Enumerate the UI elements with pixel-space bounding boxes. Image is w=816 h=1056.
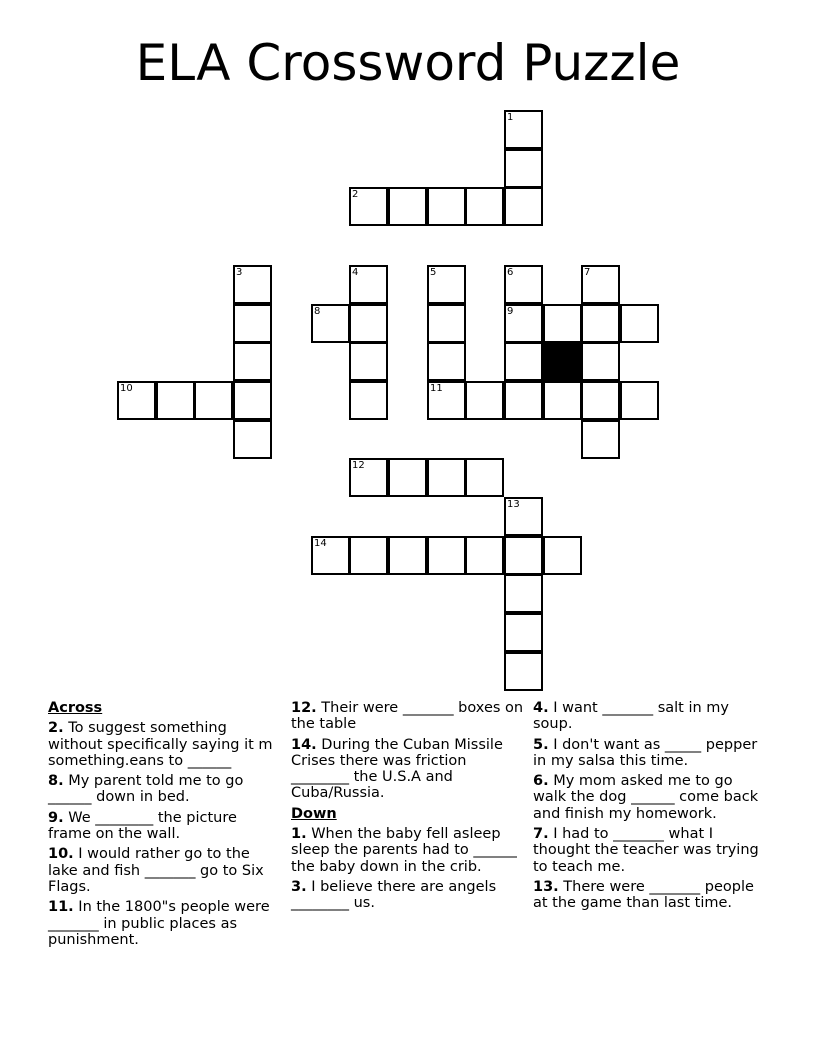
down-heading: Down xyxy=(291,805,337,822)
grid-cell[interactable] xyxy=(504,381,543,420)
grid-cell[interactable] xyxy=(427,536,466,575)
grid-cell[interactable] xyxy=(349,187,388,226)
grid-cell[interactable] xyxy=(543,536,582,575)
grid-cell[interactable] xyxy=(504,652,543,691)
grid-cell[interactable] xyxy=(465,536,504,575)
grid-cell[interactable] xyxy=(388,458,427,497)
page-title: ELA Crossword Puzzle xyxy=(135,34,681,92)
grid-cell[interactable] xyxy=(311,536,350,575)
grid-cell[interactable] xyxy=(427,381,466,420)
grid-cell[interactable] xyxy=(504,304,543,343)
clue-across-9: 9. We ________ the picture frame on the wall. xyxy=(48,809,237,843)
grid-cell[interactable] xyxy=(465,187,504,226)
clue-down-4: 4. I want _______ salt in my soup. xyxy=(533,700,729,733)
cell-number: 3 xyxy=(236,267,243,278)
grid-cell[interactable] xyxy=(504,110,543,149)
clue-down-13: 13. There were _______ people at the game than last time. xyxy=(533,878,754,912)
grid-cell[interactable] xyxy=(388,187,427,226)
clue-across-11: 11. In the 1800"s people were _______ in public places as punishment. xyxy=(48,899,270,948)
cell-number: 11 xyxy=(430,383,443,394)
grid-cell[interactable] xyxy=(349,458,388,497)
cell-number: 12 xyxy=(352,460,365,471)
grid-cell[interactable] xyxy=(233,381,272,420)
clues-column-2 xyxy=(291,700,527,916)
grid-cell[interactable] xyxy=(311,304,350,343)
cell-number: 13 xyxy=(507,499,520,510)
cell-number: 2 xyxy=(352,189,359,200)
grid-cell[interactable] xyxy=(117,381,156,420)
grid-cell[interactable] xyxy=(427,304,466,343)
grid-cell[interactable] xyxy=(543,304,582,343)
clues-column-3 xyxy=(533,700,769,916)
black-square xyxy=(543,342,582,381)
grid-cell[interactable] xyxy=(349,304,388,343)
grid-cell[interactable] xyxy=(504,497,543,536)
clue-down-6: 6. My mom asked me to go walk the dog ______ come back and finish my homework. xyxy=(533,773,759,822)
grid-cell[interactable] xyxy=(388,536,427,575)
clue-across-14: 14. During the Cuban Missile Crises there was friction ________ the U.S.A and Cuba/Russia. xyxy=(291,736,503,802)
grid-cell[interactable] xyxy=(504,265,543,304)
cell-number: 5 xyxy=(430,267,437,278)
grid-cell[interactable] xyxy=(504,574,543,613)
grid-cell[interactable] xyxy=(156,381,195,420)
grid-cell[interactable] xyxy=(543,381,582,420)
grid-cell[interactable] xyxy=(581,265,620,304)
grid-cell[interactable] xyxy=(349,536,388,575)
grid-cell[interactable] xyxy=(427,265,466,304)
grid-cell[interactable] xyxy=(620,304,659,343)
grid-cell[interactable] xyxy=(620,381,659,420)
grid-cell[interactable] xyxy=(504,342,543,381)
clue-down-7: 7. I had to _______ what I thought the teacher was trying to teach me. xyxy=(533,826,759,875)
clue-across-10: 10. I would rather go to the lake and fish _______ go to Six Flags. xyxy=(48,846,264,895)
grid-cell[interactable] xyxy=(427,342,466,381)
grid-cell[interactable] xyxy=(349,342,388,381)
clues-column-1 xyxy=(48,700,284,952)
grid-cell[interactable] xyxy=(504,187,543,226)
cell-number: 9 xyxy=(507,306,514,317)
grid-cell[interactable] xyxy=(233,342,272,381)
clue-down-1: 1. When the baby fell asleep sleep the parents had to ______ the baby down in the crib. xyxy=(291,826,517,875)
grid-cell[interactable] xyxy=(504,613,543,652)
grid-cell[interactable] xyxy=(233,265,272,304)
grid-cell[interactable] xyxy=(427,458,466,497)
cell-number: 1 xyxy=(507,112,514,123)
grid-cell[interactable] xyxy=(504,149,543,188)
cell-number: 14 xyxy=(314,538,327,549)
grid-cell[interactable] xyxy=(581,420,620,459)
cell-number: 7 xyxy=(584,267,591,278)
grid-cell[interactable] xyxy=(194,381,233,420)
clue-down-3: 3. I believe there are angels ________ us. xyxy=(291,878,497,912)
grid-cell[interactable] xyxy=(233,304,272,343)
cell-number: 10 xyxy=(120,383,133,394)
grid-cell[interactable] xyxy=(581,381,620,420)
clue-across-12: 12. Their were _______ boxes on the table xyxy=(291,700,524,733)
grid-cell[interactable] xyxy=(465,458,504,497)
grid-cell[interactable] xyxy=(427,187,466,226)
grid-cell[interactable] xyxy=(349,265,388,304)
cell-number: 6 xyxy=(507,267,514,278)
grid-cell[interactable] xyxy=(233,420,272,459)
grid-cell[interactable] xyxy=(465,381,504,420)
grid-cell[interactable] xyxy=(504,536,543,575)
clue-across-2: 2. To suggest something without specifically saying it m something.eans to ______ xyxy=(48,720,273,769)
grid-cell[interactable] xyxy=(581,304,620,343)
cell-number: 4 xyxy=(352,267,359,278)
clue-across-8: 8. My parent told me to go ______ down in bed. xyxy=(48,773,244,806)
grid-cell[interactable] xyxy=(349,381,388,420)
grid-cell[interactable] xyxy=(581,342,620,381)
cell-number: 8 xyxy=(314,306,321,317)
clue-down-5: 5. I don't want as _____ pepper in my salsa this time. xyxy=(533,736,758,769)
across-heading: Across xyxy=(48,700,103,716)
